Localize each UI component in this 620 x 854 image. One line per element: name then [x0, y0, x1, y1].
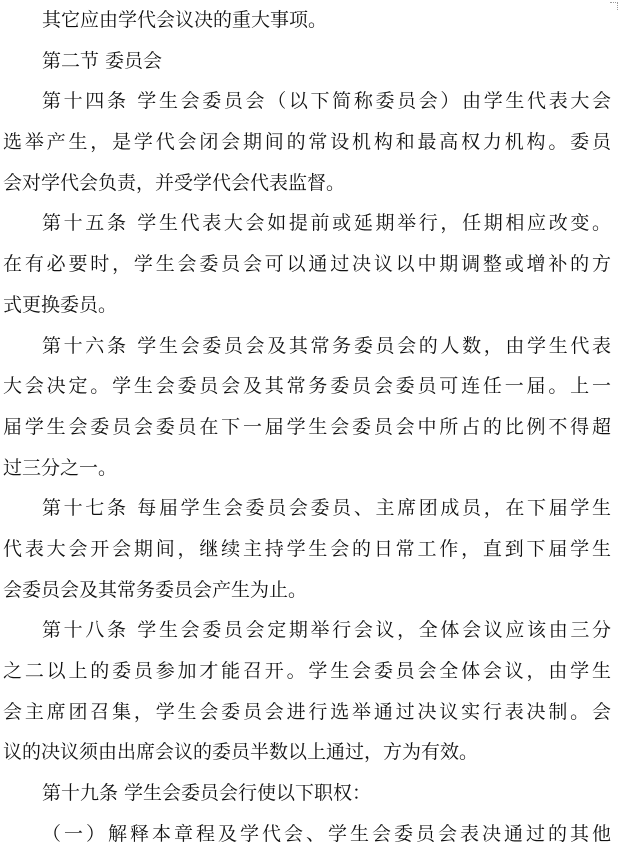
- document-line: 代表大会开会期间，继续主持学生会的日常工作，直到下届学生: [3, 537, 611, 560]
- document-line: 第二节 委员会: [42, 49, 163, 72]
- document-line: 选举产生，是学代会闭会期间的常设机构和最高权力机构。委员: [3, 131, 611, 154]
- document-line: 其它应由学代会议决的重大事项。: [42, 9, 328, 31]
- document-line: 会委员会及其常务委员会产生为止。: [3, 578, 308, 601]
- document-line: 会主席团召集，学生会委员会进行选举通过决议实行表决制。会: [3, 700, 611, 723]
- document-line: 届学生会委员会委员在下一届学生会委员会中所占的比例不得超: [3, 415, 611, 438]
- document-line: 式更换委员。: [3, 293, 118, 316]
- document-line: 会对学代会负责，并受学代会代表监督。: [3, 171, 346, 194]
- document-line: 议的决议须由出席会议的委员半数以上通过，方为有效。: [3, 741, 479, 764]
- document-line: 第十六条 学生会委员会及其常务委员会的人数，由学生代表: [42, 334, 611, 357]
- document-line: （一）解释本章程及学代会、学生会委员会表决通过的其他: [42, 822, 611, 845]
- document-line: 第十九条 学生会委员会行使以下职权：: [42, 782, 372, 805]
- document-line: 第十七条 每届学生会委员会委员、主席团成员，在下届学生: [42, 497, 611, 520]
- document-line: 在有必要时，学生会委员会可以通过决议以中期调整或增补的方: [3, 253, 611, 276]
- document-line: 第十四条 学生会委员会（以下简称委员会）由学生代表大会: [42, 90, 611, 113]
- document-line: 过三分之一。: [3, 456, 118, 479]
- document-line: 之二以上的委员参加才能召开。学生会委员会全体会议，由学生: [3, 660, 611, 682]
- document-line: 大会决定。学生会委员会及其常务委员会委员可连任一届。上一: [3, 375, 611, 398]
- document-line: 第十五条 学生代表大会如提前或延期举行，任期相应改变。: [42, 212, 611, 235]
- document-line: 第十八条 学生会委员会定期举行会议，全体会议应该由三分: [42, 619, 611, 642]
